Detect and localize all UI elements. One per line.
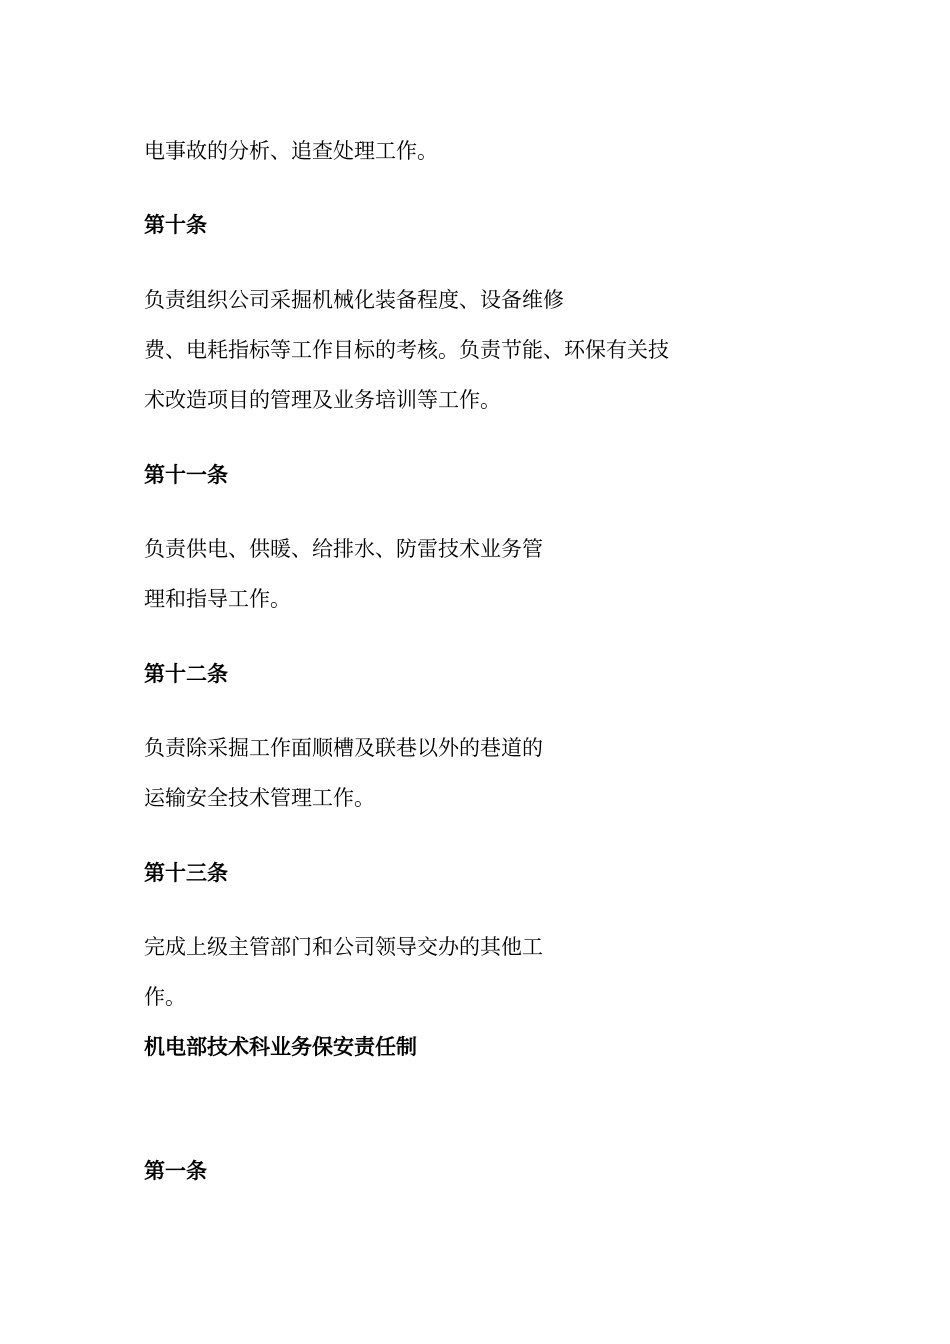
article-heading: 第十条 (144, 213, 207, 237)
article-heading: 第十三条 (144, 861, 228, 885)
paragraph-line: 运输安全技术管理工作。 (144, 786, 375, 810)
section-title: 机电部技术科业务保安责任制 (144, 1035, 417, 1059)
paragraph-line: 作。 (144, 985, 186, 1009)
paragraph-line: 电事故的分析、追查处理工作。 (144, 139, 438, 163)
article-heading: 第十一条 (144, 463, 228, 487)
paragraph-line: 术改造项目的管理及业务培训等工作。 (144, 388, 501, 412)
paragraph-line: 负责组织公司采掘机械化装备程度、设备维修 (144, 288, 564, 312)
paragraph-line: 负责供电、供暖、给排水、防雷技术业务管 (144, 537, 543, 561)
paragraph-line: 完成上级主管部门和公司领导交办的其他工 (144, 935, 543, 959)
paragraph-line: 负责除采掘工作面顺槽及联巷以外的巷道的 (144, 736, 543, 760)
article-heading: 第十二条 (144, 662, 228, 686)
article-heading: 第一条 (144, 1159, 207, 1183)
paragraph-line: 理和指导工作。 (144, 587, 291, 611)
paragraph-line: 费、电耗指标等工作目标的考核。负责节能、环保有关技 (144, 338, 669, 362)
